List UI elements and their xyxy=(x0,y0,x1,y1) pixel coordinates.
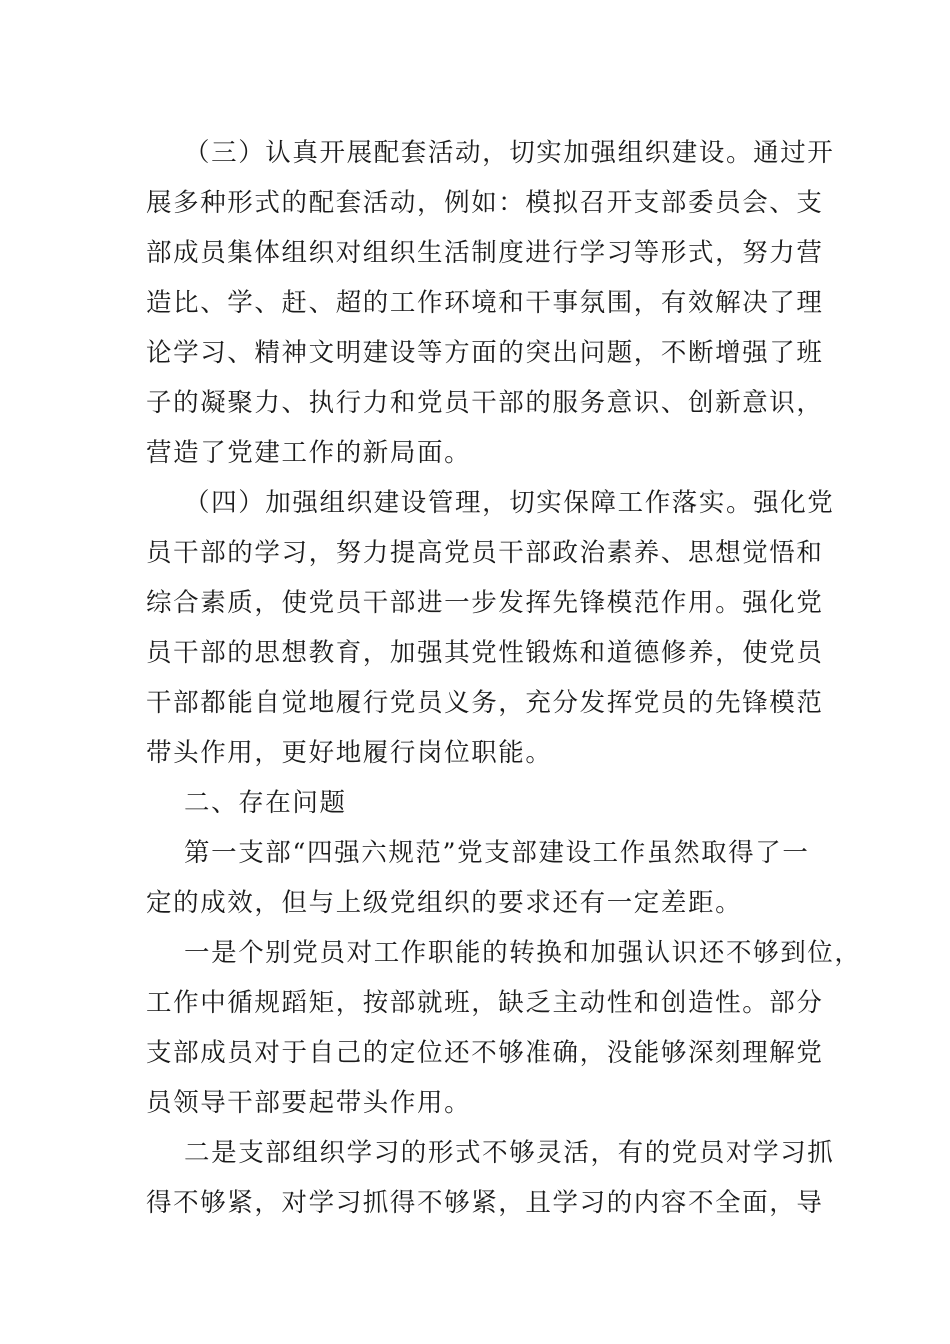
paragraph-summary-line-2: 定的成效，但与上级党组织的要求还有一定差距。 xyxy=(146,888,743,918)
paragraph-4-line-4: 员干部的思想教育，加强其党性锻炼和道德修养，使党员 xyxy=(146,638,824,668)
paragraph-problem-1-line-3: 支部成员对于自己的定位还不够准确，没能够深刻理解党 xyxy=(146,1038,824,1068)
paragraph-3-line-7: 营造了党建工作的新局面。 xyxy=(146,438,472,468)
paragraph-4-line-3: 综合素质，使党员干部进一步发挥先锋模范作用。强化党 xyxy=(146,588,824,618)
paragraph-4-line-1: （四）加强组织建设管理，切实保障工作落实。强化党 xyxy=(184,488,835,518)
paragraph-problem-1-line-1: 一是个别党员对工作职能的转换和加强认识还不够到位， xyxy=(184,938,862,968)
paragraph-3-line-6: 子的凝聚力、执行力和党员干部的服务意识、创新意识， xyxy=(146,388,824,418)
paragraph-3-line-4: 造比、学、赶、超的工作环境和干事氛围，有效解决了理 xyxy=(146,288,824,318)
paragraph-4-line-6: 带头作用，更好地履行岗位职能。 xyxy=(146,738,553,768)
paragraph-problem-2-line-1: 二是支部组织学习的形式不够灵活，有的党员对学习抓 xyxy=(184,1138,835,1168)
paragraph-4-line-2: 员干部的学习，努力提高党员干部政治素养、思想觉悟和 xyxy=(146,538,824,568)
paragraph-problem-1-line-4: 员领导干部要起带头作用。 xyxy=(146,1088,472,1118)
section-heading-problems: 二、存在问题 xyxy=(184,788,347,818)
paragraph-3-line-2: 展多种形式的配套活动，例如：模拟召开支部委员会、支 xyxy=(146,188,824,218)
document-body xyxy=(146,128,862,1228)
paragraph-3-line-3: 部成员集体组织对组织生活制度进行学习等形式，努力营 xyxy=(146,238,824,268)
paragraph-3-line-5: 论学习、精神文明建设等方面的突出问题，不断增强了班 xyxy=(146,338,824,368)
paragraph-problem-2-line-2: 得不够紧，对学习抓得不够紧，且学习的内容不全面，导 xyxy=(146,1188,824,1218)
paragraph-3-line-1: （三）认真开展配套活动，切实加强组织建设。通过开 xyxy=(184,138,835,168)
paragraph-problem-1-line-2: 工作中循规蹈矩，按部就班，缺乏主动性和创造性。部分 xyxy=(146,988,824,1018)
paragraph-4-line-5: 干部都能自觉地履行党员义务，充分发挥党员的先锋模范 xyxy=(146,688,824,718)
paragraph-summary-line-1: 第一支部“四强六规范”党支部建设工作虽然取得了一 xyxy=(184,838,810,868)
